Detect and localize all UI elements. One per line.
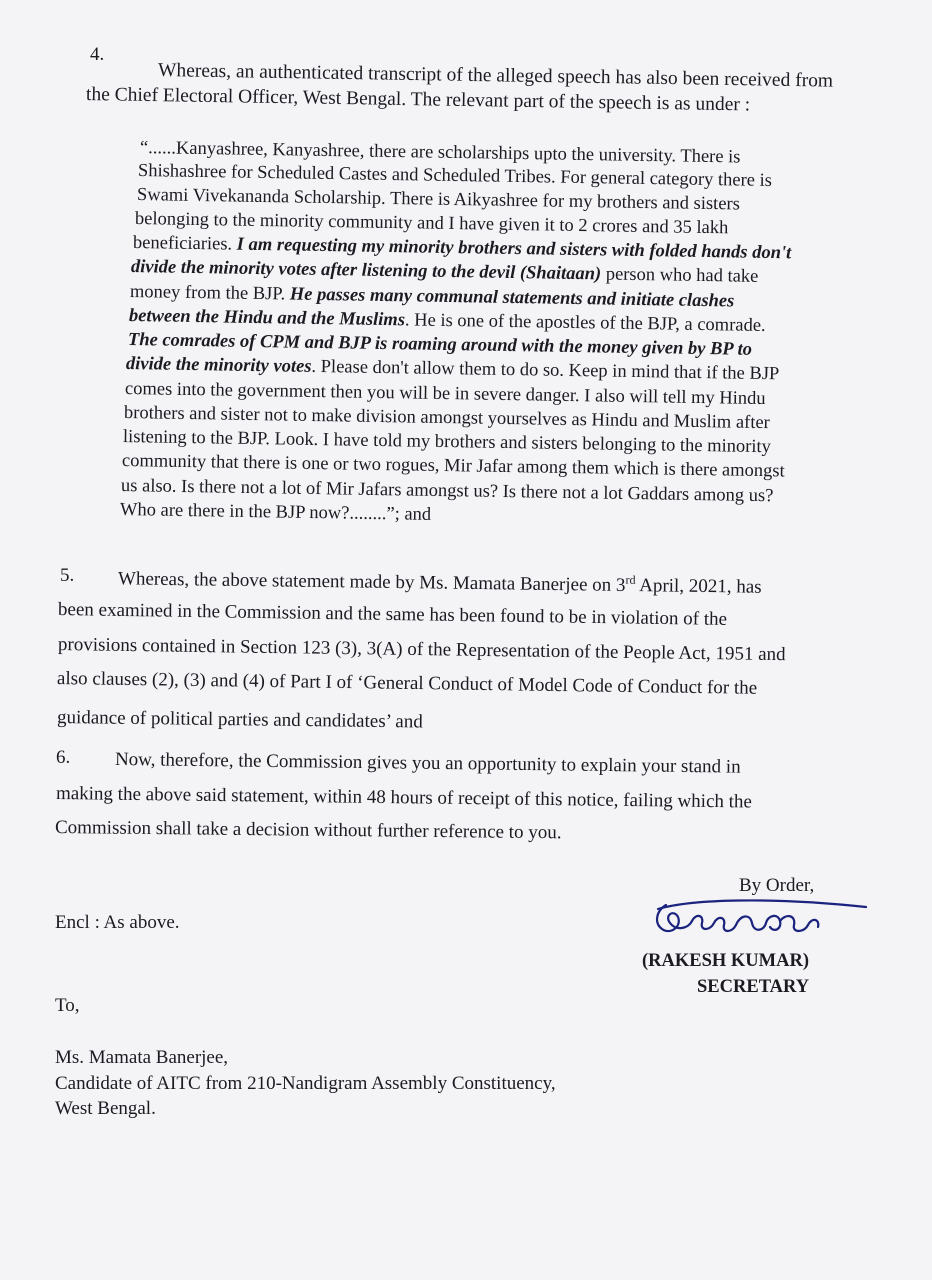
quote-line-5-emphasis: I am requesting my minority brothers and sisters with folded hands don't: [236, 234, 792, 264]
para4-line-2: the Chief Electoral Officer, West Bengal. The relevant part of the speech is as under :: [85, 84, 751, 116]
addressee-line-1: Ms. Mamata Banerjee,: [55, 1047, 229, 1068]
para5-line-1: [118, 560, 762, 601]
para5-line-2: been examined in the Commission and the same has been found to be in violation of the: [57, 599, 728, 630]
quote-line-14: community that there is one or two rogues, Mir Jafar among them which is there amongst: [121, 451, 785, 482]
quote-line-6-plain: person who had take: [600, 264, 759, 287]
quote-line-15: us also. Is there not a lot of Mir Jafars amongst us? Is there not a lot Gaddars among us?: [120, 476, 774, 507]
by-order-label: By Order,: [739, 875, 815, 896]
quote-line-10-plain: . Please don't allow them to do so. Keep in mind that if the BJP: [311, 356, 780, 385]
quote-line-3: Swami Vivekananda Scholarship. There is Aikyashree for my brothers and sisters: [136, 185, 741, 215]
signature-image: [652, 893, 872, 953]
para4-line-1: Whereas, an authenticated transcript of the alleged speech has also been received from: [157, 60, 834, 92]
quote-line-11: comes into the government then you will be in severe danger. I also will tell my Hindu: [124, 379, 766, 410]
quote-line-7-emphasis: He passes many communal statements and initiate clashes: [289, 284, 735, 312]
quote-line-10-emphasis: divide the minority votes: [125, 354, 312, 377]
para5-line-4: also clauses (2), (3) and (4) of Part I of ‘General Conduct of Model Code of Conduct for the: [56, 668, 758, 699]
addressee-line-3: West Bengal.: [55, 1098, 156, 1119]
para6-line-3: Commission shall take a decision without further reference to you.: [54, 817, 562, 844]
quote-line-4: belonging to the minority community and I have given it to 2 crores and 35 lakh: [134, 209, 729, 239]
para6-number: 6.: [56, 747, 71, 768]
quote-line-12: brothers and sister not to make division amongst yourselves as Hindu and Muslim after: [123, 403, 770, 434]
quote-line-1: “......Kanyashree, Kanyashree, there are scholarships upto the university. There is: [139, 138, 741, 168]
para5-number: 5.: [60, 565, 75, 586]
signatory-name: (RAKESH KUMAR): [642, 951, 810, 971]
para6-line-2: making the above said statement, within 48 hours of receipt of this notice, failing which the: [55, 783, 753, 813]
quote-line-7-plain: money from the BJP.: [129, 282, 290, 305]
enclosure-note: Encl : As above.: [55, 912, 180, 933]
para6-line-1: Now, therefore, the Commission gives you an opportunity to explain your stand in: [114, 749, 741, 778]
quote-line-5-plain: beneficiaries.: [132, 233, 237, 255]
addressee-line-2: Candidate of AITC from 210-Nandigram Assembly Constituency,: [55, 1073, 556, 1094]
quote-line-9: The comrades of CPM and BJP is roaming around with the money given by BP to: [127, 330, 753, 360]
quote-line-6-emphasis: divide the minority votes after listening to the devil (Shaitaan): [130, 257, 602, 285]
para5-ordinal-suffix: rd: [625, 572, 636, 587]
para4-number: 4.: [90, 44, 105, 65]
para5-line-1-rest: April, 2021, has: [635, 575, 762, 598]
signatory-title: SECRETARY: [697, 977, 810, 997]
quote-line-13: listening to the BJP. Look. I have told my brothers and sisters belonging to the minority: [122, 427, 772, 458]
quote-line-16: Who are there in the BJP now?........”; and: [119, 500, 432, 525]
para5-line-5: guidance of political parties and candidates’ and: [56, 707, 423, 733]
quote-line-2: Shishashree for Scheduled Castes and Scheduled Tribes. For general category there is: [137, 161, 773, 191]
quote-line-8-plain: . He is one of the apostles of the BJP, a comrade.: [404, 310, 766, 336]
para5-line-1-text: Whereas, the above statement made by Ms. Mamata Banerjee on 3: [117, 568, 626, 596]
quote-line-8-emphasis: between the Hindu and the Muslims: [128, 306, 406, 331]
to-label: To,: [55, 995, 80, 1016]
para5-line-3: provisions contained in Section 123 (3), 3(A) of the Representation of the People Act, 1951 and: [57, 634, 786, 666]
